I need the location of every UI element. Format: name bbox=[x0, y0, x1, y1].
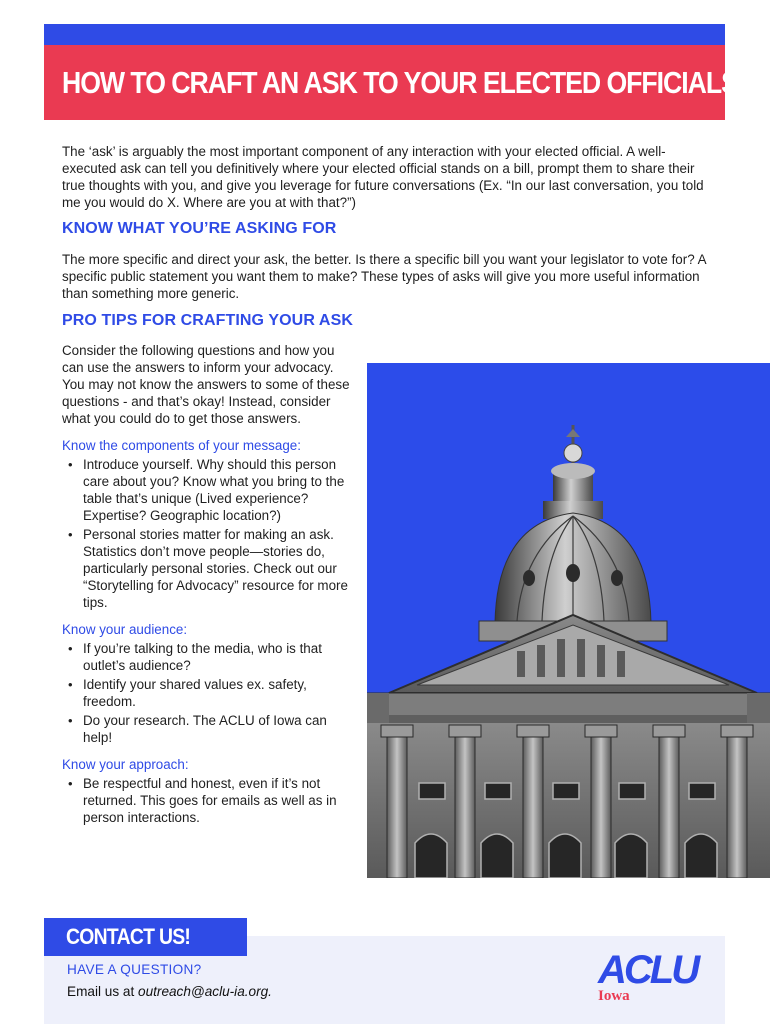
list-components bbox=[62, 456, 354, 611]
intro-paragraph: The ‘ask’ is arguably the most important component of any interaction with your elected official. A well-executed ask can tell you definitively where your elected official stands on a bill, prompt them to share their true thoughts with you, and give you leverage for future conversations (Ex. “In our last conversation, you told me you would do X. Where are you at with that?”) bbox=[62, 144, 704, 210]
capitol-photo bbox=[367, 363, 770, 878]
page-title: HOW TO CRAFT AN ASK TO YOUR ELECTED OFFICIALS bbox=[62, 64, 738, 100]
list-item: • Personal stories matter for making an ask. Statistics don’t move people—stories do, particularly personal stories. Check out our “Storytelling for Advocacy” resource for more tips. bbox=[62, 526, 354, 611]
list-item: • Identify your shared values ex. safety, freedom. bbox=[62, 676, 354, 710]
email-link[interactable]: outreach@aclu-ia.org. bbox=[138, 984, 272, 999]
list-audience bbox=[62, 640, 354, 746]
email-prefix: Email us at bbox=[67, 984, 139, 999]
section-heading-pro-tips: PRO TIPS FOR CRAFTING YOUR ASK bbox=[62, 312, 354, 329]
list-item: • Be respectful and honest, even if it’s not returned. This goes for emails as well as in person interactions. bbox=[62, 775, 354, 826]
subheading-audience: Know your audience: bbox=[62, 622, 188, 637]
list-item: • Introduce yourself. Why should this person care about you? Know what you bring to the table that’s unique (Lived experience? Expertise? Geographic location?) bbox=[62, 456, 354, 524]
section-body-know-what: The more specific and direct your ask, the better. Is there a specific bill you want your legislator to vote for? A specific public statement you want them to make? These types of asks will give you more useful information than something more generic. bbox=[62, 252, 706, 301]
aclu-logo bbox=[598, 950, 697, 1004]
list-item: • If you’re talking to the media, who is that outlet’s audience? bbox=[62, 640, 354, 674]
contact-email-line bbox=[67, 984, 272, 999]
contact-question: HAVE A QUESTION? bbox=[67, 962, 202, 977]
list-approach bbox=[62, 775, 354, 826]
top-accent-bar bbox=[44, 24, 725, 45]
pro-tips-column bbox=[62, 342, 354, 828]
subheading-approach: Know your approach: bbox=[62, 757, 189, 772]
title-banner bbox=[44, 45, 738, 120]
aclu-logo-word: ACLU bbox=[598, 948, 698, 992]
list-item: • Do your research. The ACLU of Iowa can help! bbox=[62, 712, 354, 746]
pro-tips-lead: Consider the following questions and how you can use the answers to inform your advocacy. You may not know the answers to some of these questions - and that’s okay! Instead, consider what you could do to get those answers. bbox=[62, 343, 350, 426]
section-heading-know-what: KNOW WHAT YOU’RE ASKING FOR bbox=[62, 220, 337, 237]
contact-heading: CONTACT US! bbox=[66, 924, 191, 949]
aclu-logo-state: Iowa bbox=[598, 988, 630, 1004]
contact-heading-tab bbox=[44, 918, 247, 956]
subheading-components: Know the components of your message: bbox=[62, 438, 301, 453]
